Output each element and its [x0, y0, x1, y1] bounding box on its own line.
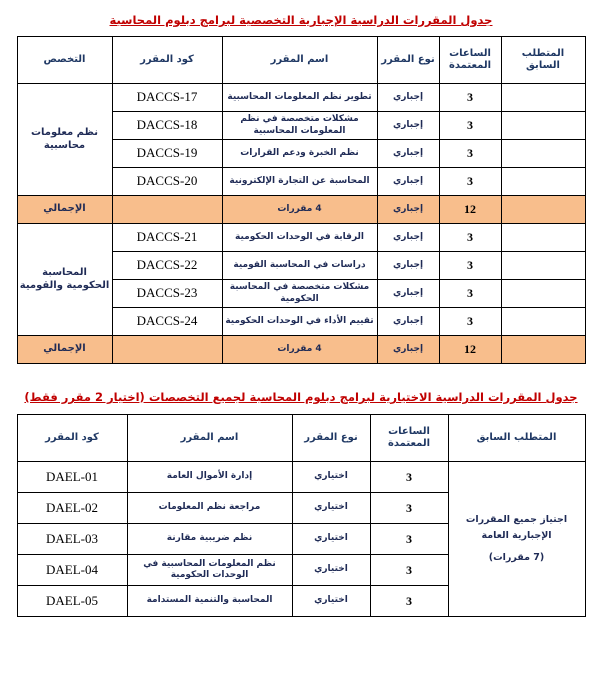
cell-credit-hours: 3	[370, 524, 448, 555]
cell-course-name: نظم ضريبية مقارنة	[127, 524, 292, 555]
cell-course-type: اختياري	[292, 462, 370, 493]
cell-course-name: الرقابة في الوحدات الحكومية	[222, 224, 377, 252]
column-header-course-type: نوع المقرر	[377, 37, 439, 84]
cell-course-code: DACCS-20	[112, 168, 222, 196]
cell-total-code	[112, 336, 222, 364]
cell-course-code: DACCS-18	[112, 112, 222, 140]
elective-courses-table	[17, 414, 586, 617]
table-row	[17, 224, 585, 252]
cell-prerequisite	[501, 140, 585, 168]
column-header-credit-hours: الساعات المعتمدة	[370, 415, 448, 462]
cell-total-prerequisite	[501, 196, 585, 224]
cell-total-course-count: 4 مقررات	[222, 196, 377, 224]
cell-course-type: اختياري	[292, 524, 370, 555]
prerequisite-main-text: اجتياز جميع المقررات الإجبارية العامة	[465, 513, 568, 541]
cell-credit-hours: 3	[439, 112, 501, 140]
cell-course-name: مشكلات متخصصة في نظم المعلومات المحاسبية	[222, 112, 377, 140]
column-header-prerequisite: المتطلب السابق	[448, 415, 585, 462]
cell-credit-hours: 3	[439, 168, 501, 196]
page-title-elective-courses: جدول المقررات الدراسية الاختيارية لبرامج دبلوم المحاسبة لجميع التخصصات (اختيار 2 مقرر فقط)	[24, 390, 578, 404]
cell-prerequisite	[501, 224, 585, 252]
cell-course-type: إجباري	[377, 280, 439, 308]
cell-total-prerequisite	[501, 336, 585, 364]
cell-prerequisite	[501, 112, 585, 140]
cell-credit-hours: 3	[370, 462, 448, 493]
cell-course-type: إجباري	[377, 168, 439, 196]
cell-total-course-type: إجباري	[377, 336, 439, 364]
cell-course-type: اختياري	[292, 493, 370, 524]
table2-header-row	[17, 415, 585, 462]
mandatory-specialized-courses-table	[17, 36, 586, 364]
cell-credit-hours: 3	[439, 252, 501, 280]
cell-credit-hours: 3	[439, 84, 501, 112]
cell-prerequisite	[501, 168, 585, 196]
page-title-mandatory-courses: جدول المقررات الدراسية الإجبارية التخصصية لبرامج دبلوم المحاسبة	[109, 13, 493, 27]
cell-course-code: DAEL-02	[17, 493, 127, 524]
cell-credit-hours: 3	[439, 308, 501, 336]
cell-credit-hours: 3	[439, 280, 501, 308]
cell-prerequisite	[501, 252, 585, 280]
cell-total-credit-hours: 12	[439, 196, 501, 224]
cell-total-course-type: إجباري	[377, 196, 439, 224]
cell-course-type: اختياري	[292, 586, 370, 617]
cell-course-code: DAEL-01	[17, 462, 127, 493]
document-page	[0, 13, 602, 685]
cell-credit-hours: 3	[370, 555, 448, 586]
cell-credit-hours: 3	[370, 493, 448, 524]
cell-credit-hours: 3	[370, 586, 448, 617]
cell-course-name: إدارة الأموال العامة	[127, 462, 292, 493]
cell-course-code: DACCS-22	[112, 252, 222, 280]
cell-prerequisite	[501, 280, 585, 308]
cell-course-name: المحاسبة عن التجارة الإلكترونية	[222, 168, 377, 196]
column-header-course-code: كود المقرر	[112, 37, 222, 84]
cell-course-name: نظم المعلومات المحاسبية في الوحدات الحكومية	[127, 555, 292, 586]
cell-total-code	[112, 196, 222, 224]
cell-course-code: DACCS-19	[112, 140, 222, 168]
cell-total-label: الإجمالي	[17, 336, 112, 364]
cell-course-name: نظم الخبرة ودعم القرارات	[222, 140, 377, 168]
cell-course-name: تطوير نظم المعلومات المحاسبية	[222, 84, 377, 112]
cell-credit-hours: 3	[439, 224, 501, 252]
cell-course-code: DAEL-04	[17, 555, 127, 586]
table-total-row	[17, 196, 585, 224]
column-header-specialization: التخصص	[17, 37, 112, 84]
cell-course-name: تقييم الأداء في الوحدات الحكومية	[222, 308, 377, 336]
cell-course-type: إجباري	[377, 252, 439, 280]
column-header-course-type: نوع المقرر	[292, 415, 370, 462]
cell-course-name: مشكلات متخصصة في المحاسبة الحكومية	[222, 280, 377, 308]
cell-total-label: الإجمالي	[17, 196, 112, 224]
cell-course-code: DACCS-23	[112, 280, 222, 308]
cell-course-type: إجباري	[377, 112, 439, 140]
cell-specialization: المحاسبة الحكومية والقومية	[17, 224, 112, 336]
cell-course-code: DACCS-21	[112, 224, 222, 252]
cell-specialization: نظم معلومات محاسبية	[17, 84, 112, 196]
cell-course-code: DACCS-17	[112, 84, 222, 112]
cell-course-type: إجباري	[377, 224, 439, 252]
cell-course-type: إجباري	[377, 308, 439, 336]
column-header-course-name: اسم المقرر	[127, 415, 292, 462]
cell-course-name: مراجعة نظم المعلومات	[127, 493, 292, 524]
column-header-course-name: اسم المقرر	[222, 37, 377, 84]
table-row	[17, 462, 585, 493]
column-header-prerequisite: المتطلب السابق	[501, 37, 585, 84]
cell-course-type: إجباري	[377, 140, 439, 168]
column-header-credit-hours: الساعات المعتمدة	[439, 37, 501, 84]
cell-course-code: DAEL-05	[17, 586, 127, 617]
prerequisite-count-text: (7 مقررات)	[488, 552, 545, 564]
cell-course-name: دراسات في المحاسبة القومية	[222, 252, 377, 280]
cell-prerequisite	[501, 308, 585, 336]
cell-total-course-count: 4 مقررات	[222, 336, 377, 364]
cell-course-code: DACCS-24	[112, 308, 222, 336]
table1-header-row	[17, 37, 585, 84]
cell-course-type: اختياري	[292, 555, 370, 586]
cell-course-type: إجباري	[377, 84, 439, 112]
table-row	[17, 84, 585, 112]
cell-course-name: المحاسبة والتنمية المستدامة	[127, 586, 292, 617]
column-header-course-code: كود المقرر	[17, 415, 127, 462]
cell-course-code: DAEL-03	[17, 524, 127, 555]
cell-total-credit-hours: 12	[439, 336, 501, 364]
cell-prerequisite-note	[448, 462, 585, 617]
cell-prerequisite	[501, 84, 585, 112]
table-total-row	[17, 336, 585, 364]
cell-credit-hours: 3	[439, 140, 501, 168]
